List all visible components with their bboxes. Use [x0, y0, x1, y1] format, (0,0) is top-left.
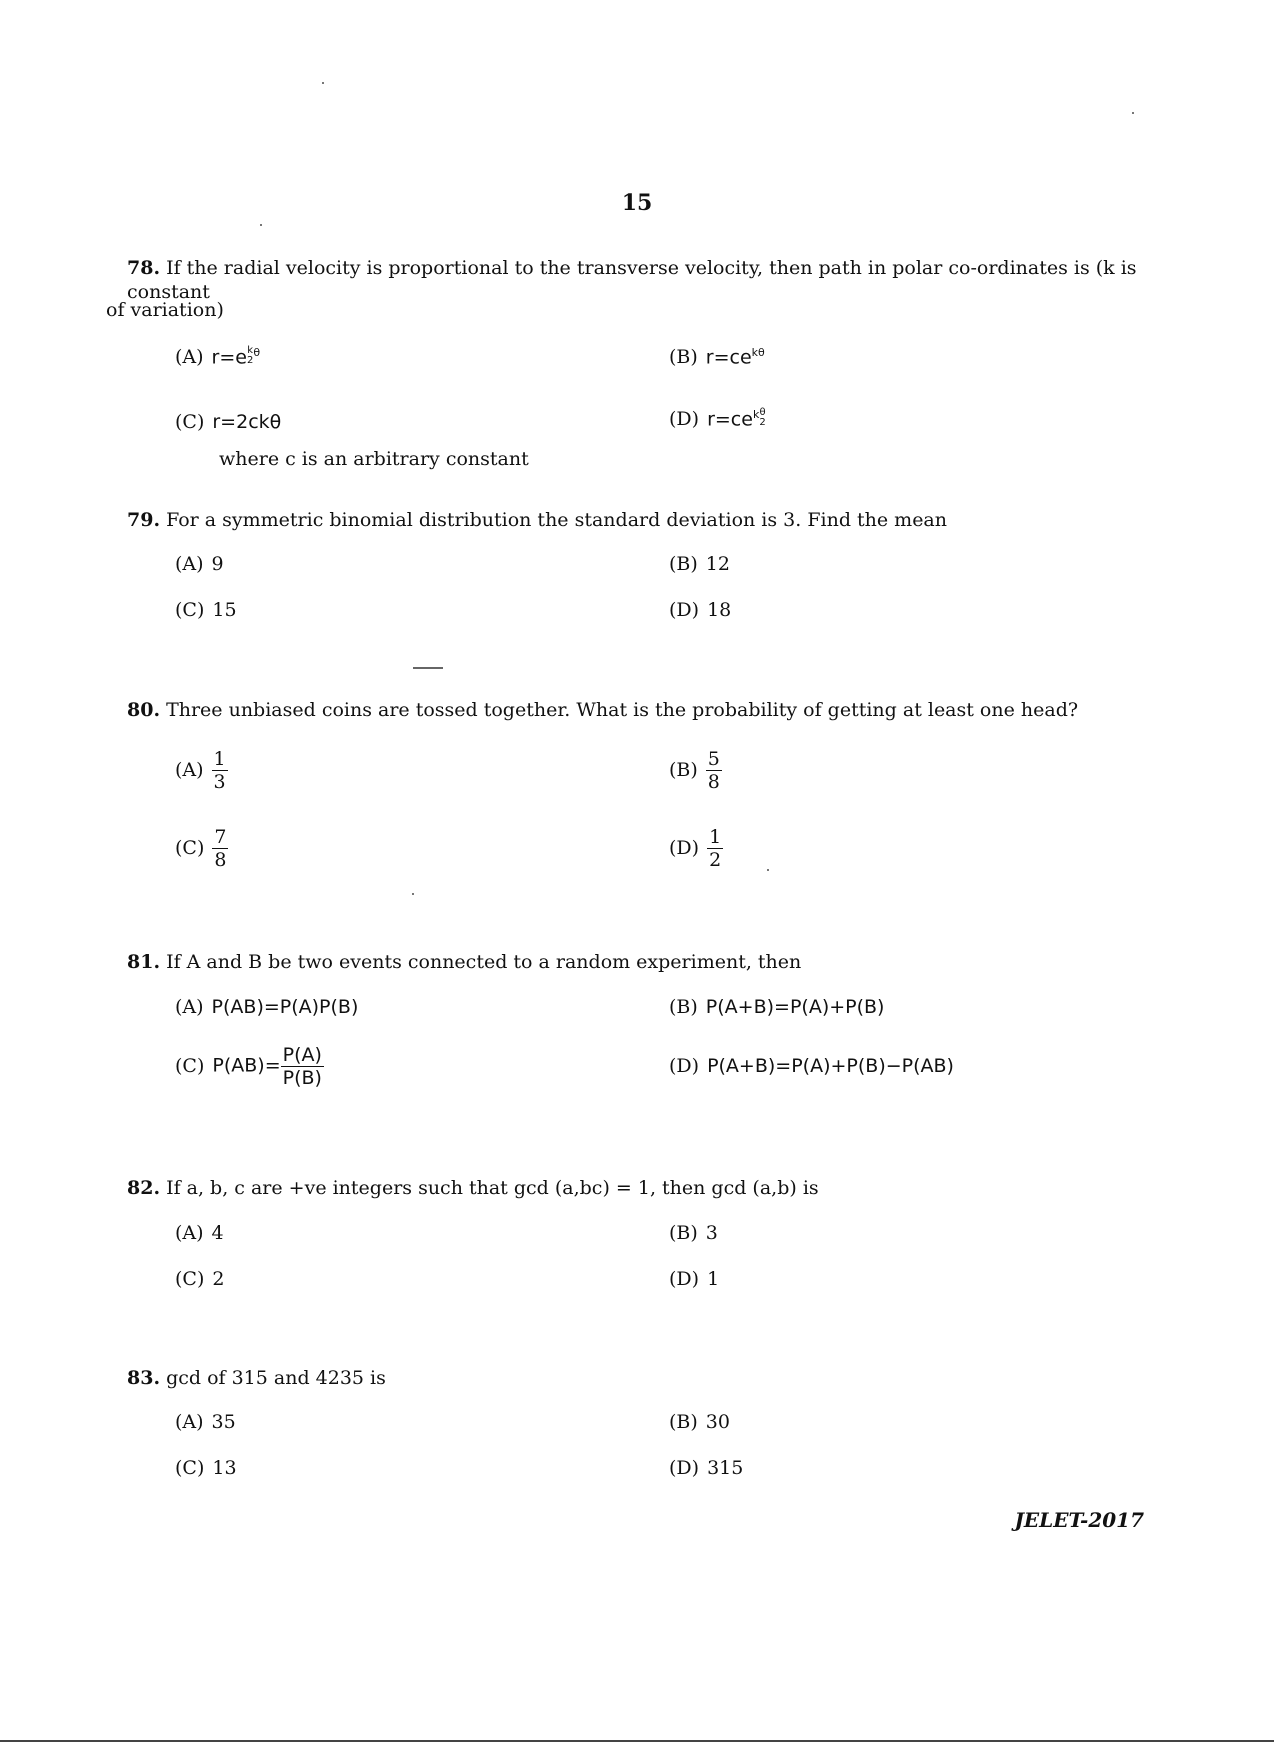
option-79-b: (B) 12	[669, 553, 730, 575]
option-80-c: (C) $\frac{7}{8}$	[175, 826, 227, 871]
scan-speck	[767, 869, 769, 871]
fraction: $\frac{1}{3}$	[213, 748, 226, 793]
option-80-d: (D) $\frac{1}{2}$	[669, 826, 722, 871]
option-81-a: (A) P(AB)=P(A)P(B)	[175, 996, 359, 1018]
page-number: 15	[621, 190, 653, 216]
option-78-d: (D) $r=ce^k$ θ 2	[669, 407, 766, 431]
option-83-a: (A) 35	[175, 1411, 236, 1433]
question-text: If the radial velocity is proportional to the transverse velocity, then path in polar co-ordinates is (k is constant	[127, 257, 1137, 303]
option-82-c: (C) 2	[175, 1268, 225, 1290]
option-81-b: (B) P(A+B)=P(A)+P(B)	[669, 996, 885, 1018]
fraction: $\frac{5}{8}$	[707, 748, 720, 793]
exponent-fraction: θ 2	[759, 407, 766, 429]
option-83-b: (B) 30	[669, 1411, 730, 1433]
option-81-c: (C) P(AB)= $\frac{P(A)}{P(B)}$	[175, 1044, 322, 1089]
option-79-c: (C) 15	[175, 599, 237, 621]
option-80-b: (B) $\frac{5}{8}$	[669, 748, 720, 793]
option-80-a: (A) $\frac{1}{3}$	[175, 748, 226, 793]
question-83: 83. gcd of 315 and 4235 is	[127, 1367, 386, 1389]
option-78-c: (C) r=2ckθ	[175, 411, 282, 433]
option-82-b: (B) 3	[669, 1222, 718, 1244]
option-79-a: (A) 9	[175, 553, 224, 575]
scan-speck	[322, 82, 324, 84]
scan-speck	[412, 893, 414, 895]
option-79-d: (D) 18	[669, 599, 732, 621]
exam-footer: JELET-2017	[1014, 1508, 1144, 1532]
option-81-d: (D) P(A+B)=P(A)+P(B)−P(AB)	[669, 1055, 954, 1077]
question-78	[127, 256, 1167, 304]
note: where c is an arbitrary constant	[219, 448, 529, 470]
question-82: 82. If a, b, c are +ve integers such that gcd (a,bc) = 1, then gcd (a,b) is	[127, 1177, 819, 1199]
scan-speck	[1132, 112, 1134, 114]
fraction: $\frac{P(A)}{P(B)}$	[282, 1044, 322, 1089]
question-number: 78.	[127, 257, 161, 279]
option-78-a: (A) r=e k 2 $^\theta$	[175, 345, 261, 369]
option-83-c: (C) 13	[175, 1457, 237, 1479]
option-82-d: (D) 1	[669, 1268, 720, 1290]
bottom-rule	[0, 1740, 1274, 1742]
question-81: 81. If A and B be two events connected to a random experiment, then	[127, 951, 802, 973]
option-82-a: (A) 4	[175, 1222, 224, 1244]
fraction: $\frac{7}{8}$	[214, 826, 227, 871]
exponent-fraction: k 2	[246, 345, 254, 367]
option-78-b: (B) $r=ce^{k\theta}$	[669, 346, 765, 369]
question-79: 79. For a symmetric binomial distribution the standard deviation is 3. Find the mean	[127, 509, 948, 531]
question-78-continuation: of variation)	[106, 299, 224, 321]
scan-speck	[413, 667, 443, 669]
option-83-d: (D) 315	[669, 1457, 744, 1479]
fraction: $\frac{1}{2}$	[709, 826, 722, 871]
question-80: 80. Three unbiased coins are tossed together. What is the probability of getting at least one head?	[127, 699, 1079, 721]
scan-speck	[260, 224, 262, 226]
